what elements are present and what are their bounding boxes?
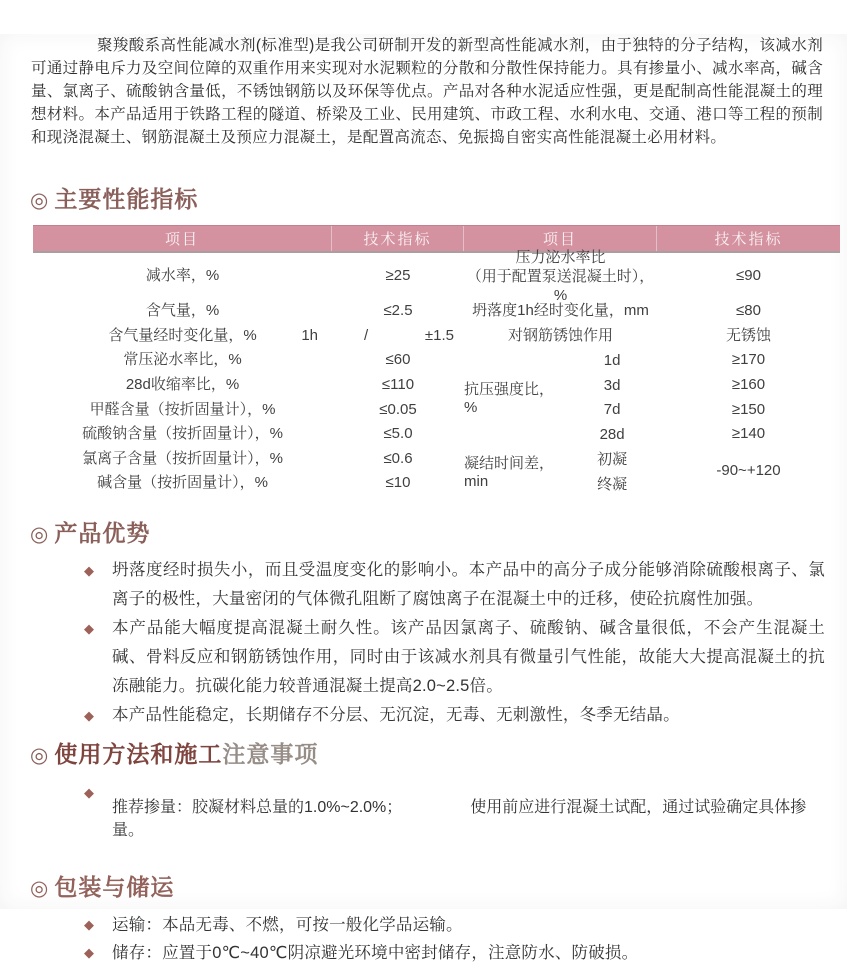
table-cell-value: ≤90: [736, 267, 761, 284]
table-cell-value: ≥170: [731, 351, 766, 369]
list-item: [84, 614, 847, 701]
advantage-text: 本产品性能稳定，长期储存不分层、无沉淀，无毒、无刺激性，冬季无结晶。: [112, 705, 680, 724]
table-cell-item: [464, 248, 657, 304]
strength-group-cell: [464, 348, 657, 446]
table-header-row: [33, 225, 840, 253]
section-title-packaging: [0, 869, 847, 902]
diamond-bullet-icon: ◆: [84, 707, 94, 723]
col-header-item-right: 项目: [464, 226, 657, 251]
performance-table: [33, 225, 840, 496]
section-title-performance: [0, 181, 847, 214]
age-label: 7d: [603, 401, 621, 419]
table-cell-value: ≥150: [731, 400, 766, 418]
table-body: [33, 248, 840, 496]
list-item: [84, 556, 847, 614]
usage-title-faded: 注意事项: [222, 740, 319, 767]
section-marker-icon: ◎: [30, 522, 50, 546]
table-cell-value: ≤10: [385, 474, 411, 492]
trial-note-text: 使用前应进行混凝土试配，通过试验确定具体掺量。: [112, 798, 807, 839]
section-marker-icon: ◎: [30, 876, 50, 900]
list-item: [84, 939, 847, 967]
section-marker-icon: ◎: [30, 743, 50, 767]
age-label: 3d: [603, 376, 621, 394]
table-cell-item: 28d收缩率比，%: [125, 376, 240, 394]
diamond-bullet-icon: ◆: [84, 620, 94, 636]
usage-text: [112, 794, 825, 840]
list-item: [84, 701, 847, 730]
item-label: 含气量经时变化量，%: [108, 326, 257, 344]
age-label: 28d: [599, 425, 625, 443]
diamond-bullet-icon: ◆: [84, 784, 94, 800]
col-header-spec-left: 技术指标: [332, 226, 464, 251]
table-cell-item: 常压泌水率比，%: [123, 351, 242, 369]
table-cell-value: ≥25: [385, 267, 411, 284]
table-cell-item: 氯离子含量（按折固量计），%: [82, 449, 283, 467]
advantage-text: 本产品能大幅度提高混凝土耐久性。该产品因氯离子、硫酸钠、碱含量很低，不会产生混凝土碱、骨料反应和钢筋锈蚀作用，同时由于该减水剂具有微量引气性能，故能大大提高混凝土的抗冻融能力。抗碳化能力较普通混凝土提高2.0~2.5倍。: [112, 618, 825, 695]
setting-group-label: 凝结时间差，min: [464, 455, 555, 491]
table-cell-value: 无锈蚀: [725, 326, 771, 344]
table-cell-item: 碱含量（按折固量计），%: [97, 474, 268, 492]
setting-group-cell: [464, 447, 657, 496]
list-item: [84, 911, 847, 939]
table-cell-item: 坍落度1h经时变化量，mm: [472, 302, 649, 320]
storage-text: 储存：应置于0℃~40℃阴凉避光环境中密封储存，注意防水、防破损。: [112, 943, 639, 962]
strength-ages: [567, 348, 657, 446]
section-title-usage: [0, 736, 847, 769]
advantages-list: [84, 556, 847, 730]
packaging-list: [84, 911, 847, 967]
slash-separator: /: [364, 326, 369, 344]
usage-list: [84, 778, 847, 856]
section-marker-icon: ◎: [30, 189, 50, 212]
dosage-text: 推荐掺量：胶凝材料总量的1.0%~2.0%；: [112, 798, 403, 816]
table-cell-item: [33, 324, 332, 349]
table-cell-value: ≤2.5: [383, 302, 413, 320]
col-header-spec-right: 技术指标: [714, 231, 783, 248]
age-label: 1d: [603, 351, 621, 369]
table-cell-item: 硫酸钠含量（按折固量计），%: [82, 425, 283, 443]
advantages-title-text: 产品优势: [54, 519, 151, 546]
packaging-title-text: 包装与储运: [54, 873, 175, 900]
table-cell-value: [332, 324, 464, 349]
section-title-advantages: [0, 515, 847, 548]
table-cell-value: ≤80: [736, 302, 761, 320]
time-label: 1h: [301, 326, 318, 344]
diamond-bullet-icon: ◆: [84, 916, 94, 932]
table-cell-value: ≤110: [381, 376, 415, 394]
product-spec-document: [0, 34, 847, 962]
table-cell-item: 含气量，%: [145, 302, 220, 320]
usage-title-strong: 使用方法和施工: [54, 740, 223, 767]
diamond-bullet-icon: ◆: [84, 562, 94, 578]
table-cell-value: ≤0.05: [379, 400, 417, 418]
table-cell-item: 减水率，%: [145, 267, 220, 284]
table-cell-value: -90~+120: [716, 462, 781, 480]
transport-text: 运输：本品无毒、不燃，可按一般化学品运输。: [112, 915, 463, 934]
strength-group-label: 抗压强度比，%: [464, 381, 555, 417]
performance-title-text: 主要性能指标: [54, 186, 199, 212]
table-cell-value: ≤60: [385, 351, 411, 369]
diamond-bullet-icon: ◆: [84, 944, 94, 960]
intro-paragraph: 聚羧酸系高性能减水剂(标准型)是我公司研制开发的新型高性能减水剂，由于独特的分子结构，该减水剂可通过静电斥力及空间位障的双重作用来实现对水泥颗粒的分散和分散性保持能力。具有掺量小、减水率高，碱含量、氯离子、硫酸钠含量低，不锈蚀钢筋以及环保等优点。产品对各种水泥适应性强，更是配制高性能混凝土的理想材料。本产品适用于铁路工程的隧道、桥梁及工业、民用建筑、市政工程、水利水电、交通、港口等工程的预制和现浇混凝土、钢筋混凝土及预应力混凝土，是配置高流态、免振捣自密实高性能混凝土必用材料。: [31, 37, 823, 146]
table-cell-value: ≤0.6: [383, 449, 413, 467]
advantage-text: 坍落度经时损失小，而且受温度变化的影响小。本产品中的高分子成分能够消除硫酸根离子、氯离子的极性，大量密闭的气体微孔阻断了腐蚀离子在混凝土中的迁移，使砼抗腐性加强。: [112, 560, 825, 608]
table-cell-item: 甲醛含量（按折固量计），%: [89, 400, 276, 418]
value-label: ±1.5: [424, 326, 454, 344]
table-cell-value: ≥140: [731, 425, 766, 443]
setting-final-label: 终凝: [597, 475, 628, 493]
item-line1: 压力泌水率比: [515, 248, 606, 266]
col-header-item-left: 项目: [33, 226, 332, 251]
setting-ages: [567, 447, 657, 496]
table-cell-item: 对钢筋锈蚀作用: [507, 326, 613, 344]
item-line2: （用于配置泵送混凝土时），%: [466, 267, 655, 304]
table-cell-value: ≥160: [731, 376, 766, 394]
table-cell-value: ≤5.0: [383, 425, 413, 443]
setting-initial-label: 初凝: [597, 451, 628, 469]
